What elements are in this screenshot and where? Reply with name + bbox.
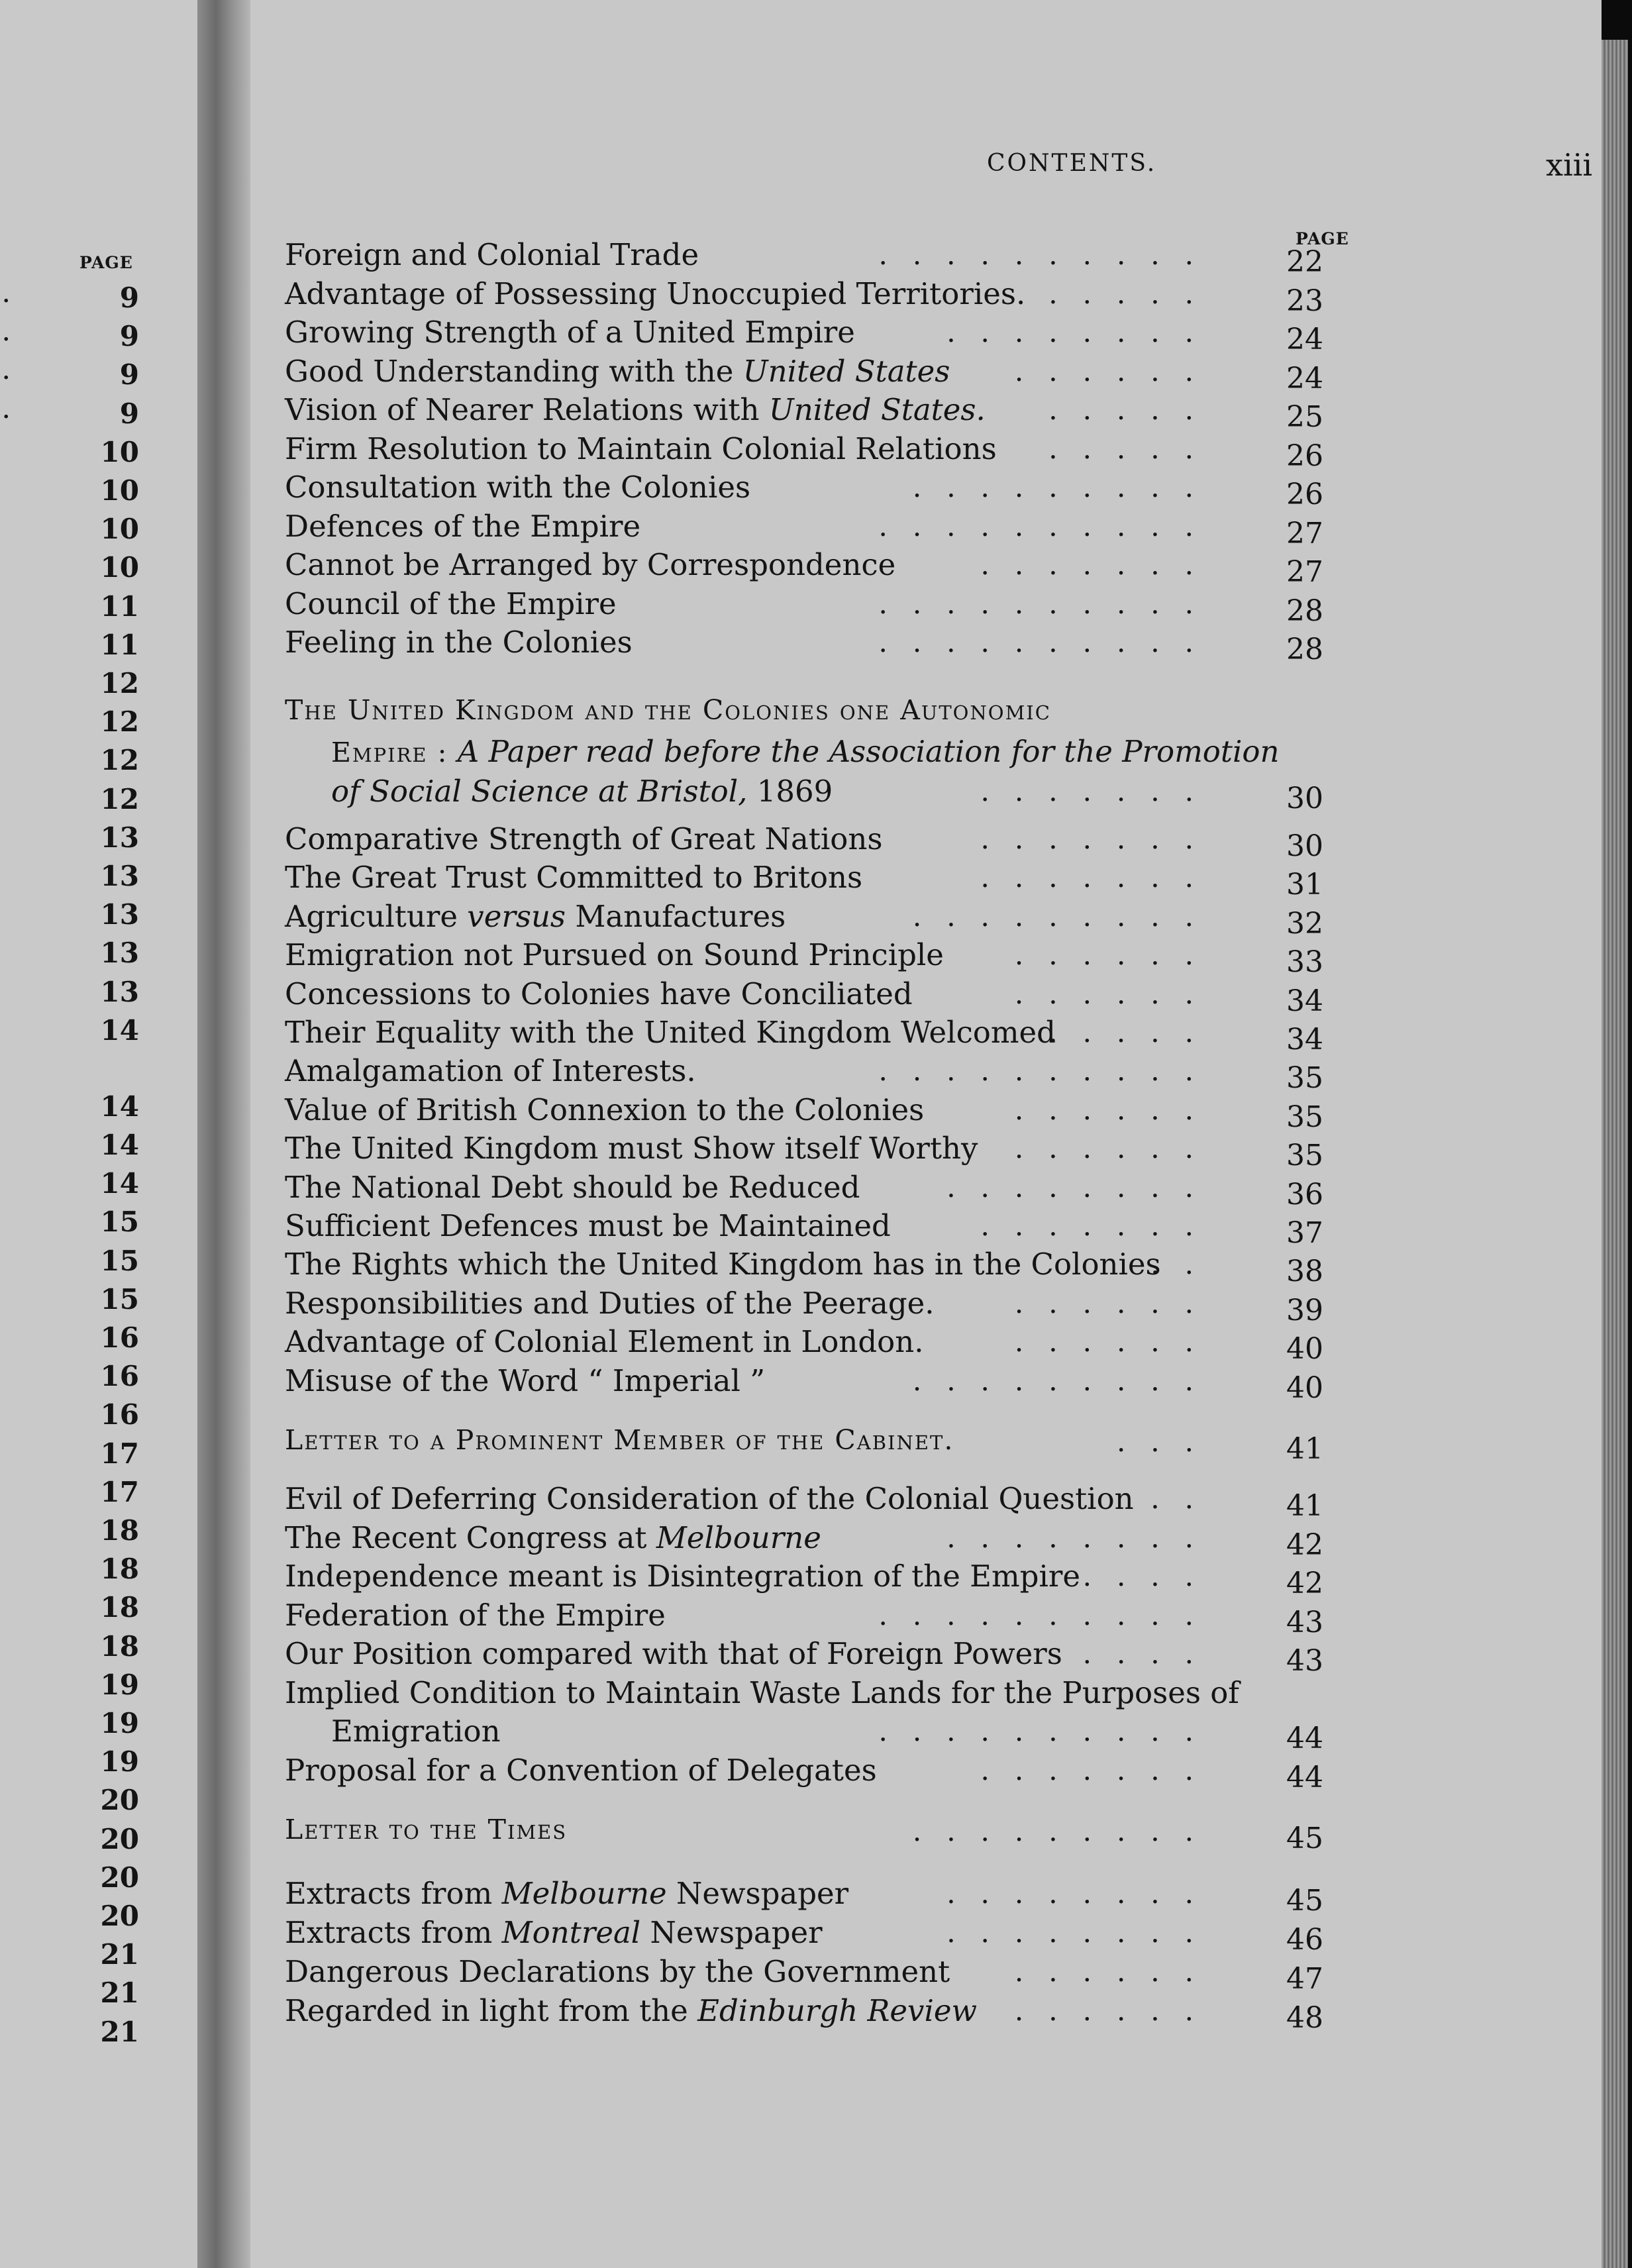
toc-page-number: 44 [1286,1721,1323,1755]
leader-dot: . [3,284,10,307]
toc-entry-title: Independence meant is Disintegration of the Empire [285,1559,1081,1594]
toc-entry-italic: versus [467,898,566,934]
toc-page-number: 25 [1286,400,1323,434]
left-page-number: 18 [100,1629,139,1663]
toc-entry: The National Debt should be Reduced ........ 36 [285,1170,1331,1208]
left-page-number: 9 [119,397,139,430]
toc-entry-title: Advantage of Colonial Element in London. [285,1324,924,1360]
toc-entry-title: Sufficient Defences must be Maintained [285,1208,891,1243]
left-page-number: 13 [100,898,139,931]
left-page-number: 13 [100,860,139,892]
toc-entry-title: Council of the Empire [285,586,617,621]
toc-entry: Good Understanding with the United States ...... 24 [285,354,1331,392]
toc-entry: Dangerous Declarations by the Government ...... 47 [285,1954,1331,1992]
toc-page-number: 45 [1286,1884,1323,1918]
left-page-number: 20 [100,1822,139,1855]
left-page-number: 21 [100,1938,139,1971]
toc-entry: Agriculture versus Manufactures ......... 32 [285,899,1331,937]
left-facing-page [0,0,197,2268]
toc-page-number: 43 [1286,1644,1323,1678]
toc-entry: Evil of Deferring Consideration of the Colonial Question .. 41 [285,1481,1331,1520]
toc-page-number: 24 [1286,323,1323,356]
toc-entry: Federation of the Empire .......... 43 [285,1598,1331,1636]
toc-page-number: 28 [1286,593,1323,628]
left-page-number: 10 [100,513,139,546]
toc-page-number: 24 [1286,361,1323,395]
left-page-number: 13 [100,937,139,970]
toc-entry-continuation: Emigration [331,1713,501,1749]
toc-entry: Misuse of the Word “ Imperial ” ......... 40 [285,1363,1331,1402]
toc-page-number: 45 [1286,1822,1323,1855]
toc-entry: Council of the Empire .......... 28 [285,586,1331,625]
toc-entry-title: Cannot be Arranged by Correspondence [285,547,896,582]
left-page-number: 9 [119,320,139,353]
toc-entry-title: Value of British Connexion to the Colonies [285,1092,925,1127]
left-page-number: 9 [119,282,139,314]
left-page-number: 15 [100,1282,139,1315]
toc-page-number: 32 [1286,906,1323,941]
toc-entry-title: Consultation with the Colonies [285,470,751,505]
left-page-number: 12 [100,705,139,739]
toc-entry: Extracts from Melbourne Newspaper ........ 45 [285,1876,1331,1914]
toc-entry-title: Misuse of the Word “ Imperial ” [285,1363,766,1398]
toc-page-number: 46 [1286,1923,1323,1957]
toc-entry-title: Amalgamation of Interests. [285,1053,696,1089]
toc-entry-title: Proposal for a Convention of Delegates [285,1752,877,1788]
toc-entry: Emigration not Pursued on Sound Principle ...... 33 [285,937,1331,976]
toc-entry: Proposal for a Convention of Delegates ....... 44 [285,1753,1331,1791]
left-page-number: 12 [100,667,139,699]
section-heading-year: 1869 [756,774,833,809]
folio: xiii [1546,147,1593,183]
section-heading-text: Letter to the Times [285,1814,568,1845]
toc-entry-title: Our Position compared with that of Foreign Powers [285,1636,1062,1671]
toc-entry: Firm Resolution to Maintain Colonial Relations ..... 26 [285,431,1331,470]
toc-entry: Comparative Strength of Great Nations ....... 30 [285,821,1331,860]
toc-entry: Advantage of Possessing Unoccupied Territories. ..... 23 [285,276,1331,315]
left-page-number: 18 [100,1553,139,1586]
toc-entry: Responsibilities and Duties of the Peerage. ...... 39 [285,1286,1331,1324]
toc-page-number: 41 [1286,1489,1323,1523]
toc-section-heading-cont: of Social Science at Bristol, 1869 ....... 30 [285,774,1331,812]
running-head: CONTENTS. [987,150,1157,177]
toc-entry-title: Defences of the Empire [285,508,641,544]
toc-entry: Regarded in light from the Edinburgh Review ...... 48 [285,1993,1331,2032]
toc-entry-title: Growing Strength of a United Empire [285,315,855,350]
toc-section-heading [285,694,1331,733]
toc-entry: Extracts from Montreal Newspaper ........ 46 [285,1915,1331,1953]
left-page-number: 15 [100,1244,139,1277]
toc-page-number: 26 [1286,478,1323,511]
left-page-number: 19 [100,1745,139,1778]
toc-entry-title: Federation of the Empire [285,1597,666,1633]
left-page-number: 21 [100,1977,139,2010]
toc-entry: Independence meant is Disintegration of the Empire .... 42 [285,1559,1331,1597]
toc-entry-title: Regarded in light from the Edinburgh Review [285,1993,977,2028]
toc-entry-title: Firm Resolution to Maintain Colonial Relations [285,431,997,466]
toc-entry-title: Emigration not Pursued on Sound Principle [285,937,944,973]
toc-entry: Our Position compared with that of Foreign Powers .... 43 [285,1636,1331,1675]
toc-page-number: 22 [1286,245,1323,279]
toc-page-number: 41 [1286,1432,1323,1466]
toc-entry: Consultation with the Colonies ......... 26 [285,470,1331,508]
toc-page-number: 33 [1286,945,1323,980]
section-heading-sc: Empire : [331,737,448,768]
toc-entry: The United Kingdom must Show itself Worthy ...... 35 [285,1131,1331,1169]
toc-entry: Value of British Connexion to the Colonies ...... 35 [285,1092,1331,1131]
book-gutter [197,0,250,2268]
left-page-number: 10 [100,551,139,584]
left-page-number: 18 [100,1591,139,1624]
toc-entry-title: The United Kingdom must Show itself Worthy [285,1131,978,1166]
toc-entry: Cannot be Arranged by Correspondence ....... 27 [285,547,1331,586]
left-page-number: 17 [100,1437,139,1470]
left-page-number: 12 [100,782,139,815]
left-page-number: 11 [100,590,139,623]
left-page-number: 16 [100,1321,139,1354]
left-page-number: 14 [100,1013,139,1047]
toc-page-number: 26 [1286,438,1323,473]
toc-entry-title: Evil of Deferring Consideration of the Colonial Question [285,1481,1134,1516]
toc-entry-title: The Great Trust Committed to Britons [285,860,863,896]
toc-page-number: 27 [1286,516,1323,550]
left-page-number: 10 [100,474,139,507]
toc-entry-italic: Montreal [501,1915,641,1950]
toc-entry-title: The National Debt should be Reduced [285,1169,860,1205]
toc-entry-title: Comparative Strength of Great Nations [285,821,883,856]
toc-page-number: 40 [1286,1370,1323,1405]
left-page-number: 14 [100,1167,139,1200]
toc-page-number: 44 [1286,1760,1323,1794]
section-heading-line: The United Kingdom and the Colonies one Autonomic [285,694,1051,726]
toc-entry-title: Dangerous Declarations by the Government [285,1954,950,1989]
toc-entry: Implied Condition to Maintain Waste Lands for the Purposes of Emigration .......... 44 [285,1675,1331,1714]
toc-entry: Concessions to Colonies have Conciliated ...... 34 [285,976,1331,1015]
toc-page-number: 48 [1286,2001,1323,2035]
toc-entry: Their Equality with the United Kingdom Welcomed ..... 34 [285,1015,1331,1053]
toc-page-number: 30 [1286,782,1323,815]
left-page-number: 12 [100,744,139,777]
toc-entry: Vision of Nearer Relations with United States. ..... 25 [285,392,1331,431]
toc-page-number: 31 [1286,868,1323,902]
toc-section-heading: Letter to the Times ......... 45 [285,1814,1331,1852]
leader-dot: . [3,399,10,423]
toc-entry: The Recent Congress at Melbourne ........ 42 [285,1520,1331,1559]
toc-entry: Advantage of Colonial Element in London. ...... 40 [285,1324,1331,1363]
section-heading-text: Letter to a Prominent Member of the Cabinet. [285,1424,954,1456]
toc-entry: Feeling in the Colonies .......... 28 [285,625,1331,663]
toc-section-heading-cont [285,734,1331,772]
toc-entry-italic: Melbourne [656,1520,821,1555]
left-page-number: 18 [100,1514,139,1547]
left-page-number: 13 [100,975,139,1008]
toc-entry-title: Advantage of Possessing Unoccupied Territories. [285,276,1026,311]
toc-entry-title: Extracts from Melbourne Newspaper [285,1876,849,1911]
left-page-number: 14 [100,1090,139,1123]
toc-page-number: 35 [1286,1139,1323,1173]
toc-page-number: 40 [1286,1332,1323,1366]
left-page-number: 20 [100,1900,139,1932]
leader-dot: . [3,361,10,385]
toc-page-number: 42 [1286,1567,1323,1600]
toc-entry-title: Vision of Nearer Relations with United States. [285,392,986,427]
right-page-label: PAGE [1296,229,1349,248]
left-page-number: 20 [100,1861,139,1894]
toc-entry-italic: United States. [768,392,986,427]
toc-entry: The Great Trust Committed to Britons ....... 31 [285,860,1331,898]
left-page-number: 16 [100,1398,139,1431]
toc-page-number: 36 [1286,1177,1323,1211]
left-page-number: 13 [100,821,139,854]
toc-page-number: 23 [1286,284,1323,318]
toc-page-number: 42 [1286,1527,1323,1562]
toc-entry-title: Their Equality with the United Kingdom Welcomed [285,1015,1056,1050]
toc-entry: Foreign and Colonial Trade .......... 22 [285,237,1331,276]
toc-page-number: 35 [1286,1100,1323,1134]
toc-entry-title: The Rights which the United Kingdom has in the Colonies [285,1247,1161,1282]
left-page-number: 14 [100,1129,139,1161]
left-page-number: 20 [100,1784,139,1817]
toc-page-number: 39 [1286,1293,1323,1327]
left-page-number: 15 [100,1206,139,1239]
section-heading-italic: A Paper read before the Association for the Promotion [457,734,1280,769]
left-page-number: 21 [100,2015,139,2048]
toc-entry: Growing Strength of a United Empire ........ 24 [285,315,1331,353]
toc-entry-title: Implied Condition to Maintain Waste Lands for the Purposes of [285,1675,1239,1710]
leader-dot: . [3,323,10,346]
toc-page-number: 47 [1286,1962,1323,1996]
toc-entry: Sufficient Defences must be Maintained ....... 37 [285,1208,1331,1247]
toc-page-number: 30 [1286,829,1323,863]
left-page-label: PAGE [79,253,133,272]
toc-page-number: 34 [1286,984,1323,1018]
left-page-number: 19 [100,1668,139,1701]
toc-page-number: 37 [1286,1216,1323,1250]
page-header [250,147,1602,187]
toc-entry-title: Responsibilities and Duties of the Peerage. [285,1285,935,1321]
toc-page-number: 38 [1286,1255,1323,1289]
toc-entry-italic: Melbourne [501,1876,667,1911]
toc-entry-title: Foreign and Colonial Trade [285,237,699,272]
toc-entry-title: The Recent Congress at Melbourne [285,1520,821,1555]
left-page-number: 17 [100,1475,139,1508]
toc-page-number: 35 [1286,1061,1323,1096]
toc-entry: Defences of the Empire .......... 27 [285,509,1331,547]
toc-page-number: 43 [1286,1605,1323,1639]
left-page-number: 11 [100,628,139,661]
left-page-number: 10 [100,435,139,468]
toc-entry-title: Agriculture versus Manufactures [285,898,786,934]
left-page-number: 16 [100,1360,139,1393]
toc-entry-italic: United States [742,353,950,389]
toc-entry-title: Extracts from Montreal Newspaper [285,1915,823,1950]
left-page-number: 19 [100,1707,139,1739]
toc-page-number: 28 [1286,633,1323,666]
toc-entry: Amalgamation of Interests. .......... 35 [285,1053,1331,1092]
left-page-number: 9 [119,358,139,391]
section-heading-italic: of Social Science at Bristol, [331,774,748,809]
toc-entry-italic: Edinburgh Review [697,1993,977,2028]
toc-entry: The Rights which the United Kingdom has in the Colonies .. 38 [285,1247,1331,1285]
toc-entry-title: Good Understanding with the United States [285,353,950,389]
toc-entry-title: Feeling in the Colonies [285,625,633,660]
toc-section-heading: Letter to a Prominent Member of the Cabinet. ... 41 [285,1424,1331,1463]
toc-entry-title: Concessions to Colonies have Conciliated [285,976,913,1011]
page-edges [1602,40,1628,2268]
toc-page-number: 34 [1286,1023,1323,1057]
toc-page-number: 27 [1286,555,1323,589]
